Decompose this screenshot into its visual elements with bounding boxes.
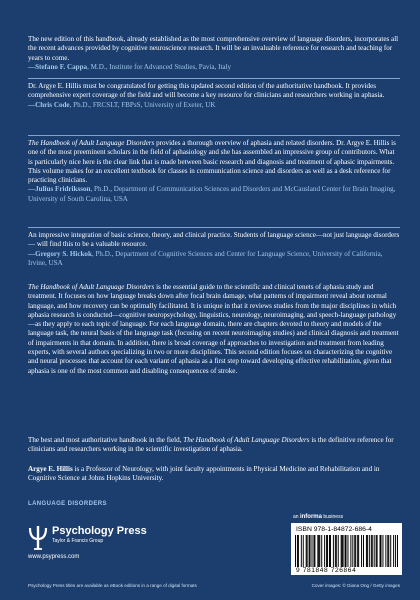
barcode-bar [352, 535, 353, 567]
reviewer-affiliation: , Ph.D., Department of Communication Sciences and Disorders and McCausland Center for Brain Imaging, University of South Carolina, USA [28, 185, 396, 203]
reviewer-affiliation: , M.D., Institute for Advanced Studies, Pavia, Italy [87, 62, 232, 71]
barcode-bar [343, 535, 344, 567]
book-summary [28, 436, 400, 455]
barcode-bar [326, 535, 327, 567]
barcode-bar [361, 535, 362, 567]
description-paragraph: The Handbook of Adult Language Disorders is the essential guide to the scientific and clinical tenets of aphasia study and treatment. It focuses on how language breaks down after focal brain damage, what patterns of impairment reveal about normal language, and how recovery can be optimally facilitated. It is unique in that it reviews studies from the major disciplines in which aphasia research is conducted—cognitive neuropsychology, linguistics, neurology, neuroimaging, and speech-language pathology—as they apply to each topic of language. For each language domain, there are chapters devoted to theory and models of the language task, the neural basis of the language task (focusing on recent neuroimaging studies) and clinical diagnosis and treatment of impairments in that domain. In addition, there is broad coverage of approaches to investigation and treatment from leading experts, with several authors specializing in two or more disciplines. This second edition focuses on characterizing the cognitive and neural processes that account for each variant of aphasia as a first step toward developing effective rehabilitation, given that aphasia is one of the most common and disabling consequences of stroke. [28, 283, 399, 375]
reviewer-affiliation: , Ph.D., FRCSLT, FBPsS, University of Exeter, UK [69, 100, 216, 109]
barcode-bar [355, 535, 356, 567]
review-attribution [28, 250, 400, 269]
review-attribution [28, 185, 400, 204]
divider [28, 227, 400, 228]
barcode-bar [381, 535, 382, 567]
barcode-bar [346, 535, 347, 567]
barcode-bar [295, 535, 296, 567]
barcode-bar [319, 535, 320, 567]
review-cappa [28, 35, 400, 72]
barcode-bar [329, 535, 330, 567]
summary-paragraph: The best and most authoritative handbook in the field, The Handbook of Adult Language Disorders is the definitive reference for clinicians and researchers working in the scientific investigation of aphasia. [28, 436, 394, 454]
barcode-bar [336, 535, 337, 567]
book-title: The Handbook of Adult Language Disorders [183, 436, 310, 444]
barcode-bar [297, 535, 298, 567]
barcode-bar [380, 535, 381, 567]
review-text: An impressive integration of basic science, theory, and clinical practice. Students of language science—not just language disorders— will find this to be a valuable resource. [28, 231, 400, 249]
reviewer-name: —Gregory S. Hickok [28, 249, 92, 258]
barcode-bar [307, 535, 308, 567]
barcode-bar [321, 535, 322, 567]
review-fridriksson [28, 139, 400, 204]
author-bio [28, 465, 400, 484]
barcode-bar [372, 535, 373, 567]
cover-credit: Cover images: © Diana Ong / Getty images [311, 583, 400, 588]
barcode-bar [376, 535, 377, 567]
barcode-digits: 9 781848 726864 [296, 567, 357, 574]
review-code [28, 82, 400, 110]
barcode-bar [335, 535, 336, 567]
barcode-bar [382, 535, 383, 567]
barcode-bar [309, 535, 310, 567]
barcode-bar [369, 535, 370, 567]
barcode-bar [312, 535, 313, 567]
book-title: The Handbook of Adult Language Disorders [28, 283, 155, 291]
reviewer-name: —Julius Fridriksson [28, 185, 91, 194]
review-hickok [28, 231, 400, 268]
barcode-bar [385, 535, 386, 567]
ebook-note: Psychology Press titles are available as eBook editions in a range of digital formats [28, 583, 197, 588]
barcode-bar [390, 535, 391, 567]
barcode-bar [367, 535, 368, 567]
barcode-bar [333, 535, 334, 567]
barcode [291, 523, 402, 575]
barcode-bar [388, 535, 389, 567]
barcode-bar [330, 535, 331, 567]
publisher-group: Taylor & Francis Group [52, 538, 104, 544]
barcode-bar [318, 535, 319, 567]
barcode-bar [366, 535, 367, 567]
reviewer-name: —Stefano F. Cappa [28, 62, 88, 71]
barcode-bar [354, 535, 355, 567]
publisher-logo [28, 524, 228, 564]
book-title: The Handbook of Adult Language Disorders [28, 139, 155, 147]
barcode-bar [338, 535, 339, 567]
author-paragraph: Argye E. Hillis is a Professor of Neurology, with joint faculty appointments in Physical Medicine and Rehabilitation and in Cognitive Science at Johns Hopkins University. [28, 465, 380, 483]
review-text: The new edition of this handbook, already established as the most comprehensive overview of language disorders, incorporates all the recent advances provided by cognitive neuroscience research. It will be an invaluable reference for research and teaching for years to come. [28, 35, 399, 62]
barcode-bar [357, 535, 358, 567]
barcode-bar [317, 535, 318, 567]
barcode-bar [313, 535, 314, 567]
barcode-bar [374, 535, 375, 567]
barcode-bar [310, 535, 311, 567]
barcode-bar [363, 535, 364, 567]
barcode-bar [298, 535, 299, 567]
series-label: LANGUAGE DISORDERS [28, 501, 107, 507]
barcode-bar [358, 535, 359, 567]
barcode-bar [393, 535, 394, 567]
informa-badge: an informa business [293, 514, 344, 520]
barcode-bar [341, 535, 342, 567]
review-attribution [28, 101, 400, 110]
barcode-bar [387, 535, 388, 567]
barcode-bar [327, 535, 328, 567]
barcode-bar [350, 535, 351, 567]
barcode-bar [377, 535, 378, 567]
publisher-name: Psychology Press [52, 525, 147, 537]
reviewer-name: —Chris Code [28, 100, 70, 109]
psi-icon [28, 524, 48, 550]
author-name: Argye E. Hillis [28, 465, 73, 473]
barcode-bar [303, 535, 304, 567]
barcode-bar [301, 535, 302, 567]
barcode-bar [342, 535, 343, 567]
publisher-url: www.psypress.com [28, 554, 80, 560]
reviewer-affiliation: , Ph.D., Department of Cognitive Sciences and Center for Language Science, University of California, Irvine, USA [28, 249, 383, 267]
barcode-bar [345, 535, 346, 567]
barcode-bar [395, 535, 396, 567]
barcode-bar [306, 535, 307, 567]
barcode-bar [347, 535, 348, 567]
barcode-bar [397, 535, 398, 567]
barcode-bar [314, 535, 315, 567]
review-text: Dr. Argye E. Hillis must be congratulated for getting this updated second edition of the authoritative handbook. It provides comprehensive expert coverage of the field and will become a key resource for clinicians and researchers working in aphasia. [28, 82, 385, 100]
divider [28, 78, 400, 79]
review-text: The Handbook of Adult Language Disorders provides a thorough overview of aphasia and related disorders. Dr. Argye E. Hillis is one of the most preeminent scholars in the field of aphasiology and she has assembled an impressive group of contributors. What is particularly nice here is the clear link that is made between basic research and diagnosis and treatment of aphasic impairments. This volume makes for an excellent textbook for classes in communication science and disorders as well as a desk reference for practicing clinicians. [28, 139, 396, 185]
book-description [28, 283, 400, 376]
review-attribution [28, 63, 400, 72]
isbn-number: ISBN 978-1-84872-686-4 [296, 526, 372, 533]
barcode-bar [371, 535, 372, 567]
barcode-bars [295, 535, 398, 567]
barcode-bar [324, 535, 325, 567]
divider [28, 135, 400, 136]
